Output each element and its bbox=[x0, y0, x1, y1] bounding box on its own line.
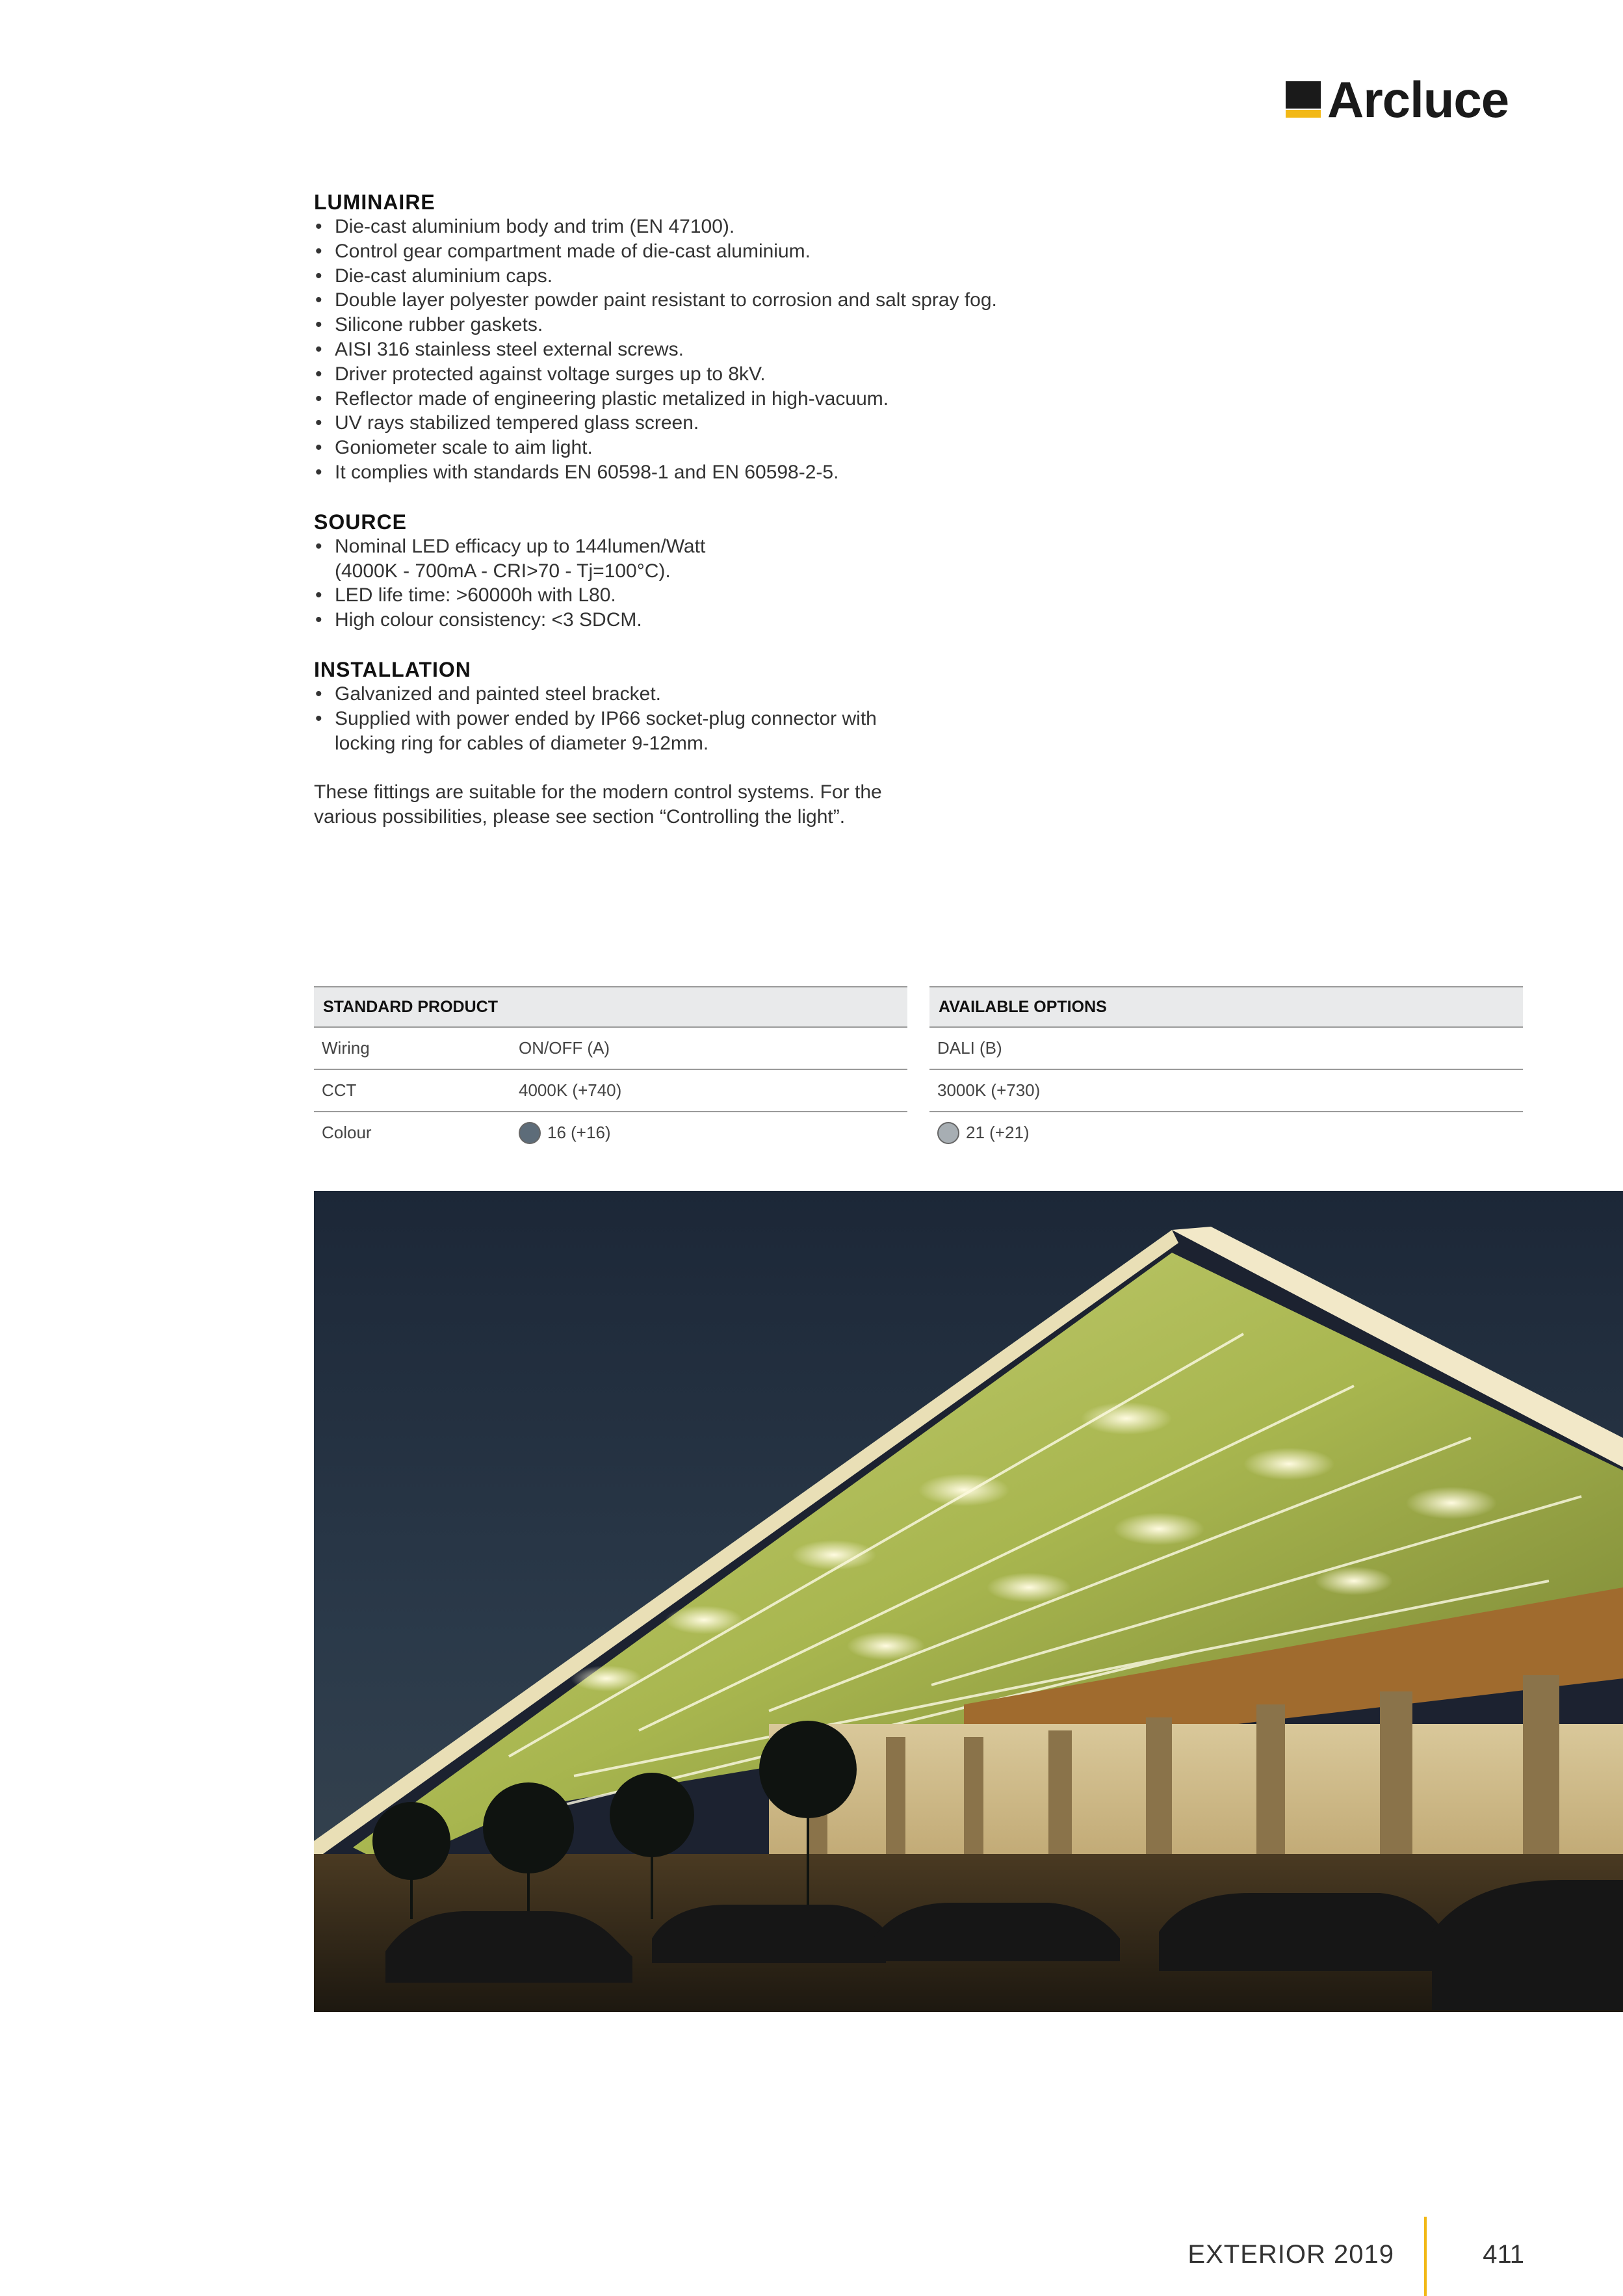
list-item: • Reflector made of engineering plastic metalized in high-vacuum. bbox=[314, 387, 1061, 411]
product-tables bbox=[314, 986, 1523, 1158]
list-item: • Galvanized and painted steel bracket. bbox=[314, 682, 1061, 707]
luminaire-list bbox=[314, 215, 1061, 485]
luminaire-title: LUMINAIRE bbox=[314, 190, 435, 214]
table-row bbox=[929, 1112, 1523, 1153]
list-item: • It complies with standards EN 60598-1 and EN 60598-2-5. bbox=[314, 460, 1061, 485]
list-item-line: Supplied with power ended by IP66 socket-plug connector with bbox=[335, 707, 877, 729]
table-row bbox=[929, 1070, 1523, 1112]
brand-logo bbox=[1286, 71, 1509, 128]
table-row bbox=[314, 1112, 907, 1153]
control-note bbox=[314, 780, 1061, 829]
list-item: • Goniometer scale to aim light. bbox=[314, 436, 1061, 460]
installation-list bbox=[314, 682, 1061, 755]
source-title: SOURCE bbox=[314, 510, 407, 534]
list-item-line: locking ring for cables of diameter 9-12mm. bbox=[335, 732, 709, 754]
row-value: 4000K (+740) bbox=[519, 1080, 622, 1100]
note-line: These fittings are suitable for the modern control systems. For the bbox=[314, 781, 882, 803]
list-item: • Double layer polyester powder paint resistant to corrosion and salt spray fog. bbox=[314, 288, 1061, 313]
table-row bbox=[929, 1028, 1523, 1070]
list-item: • Silicone rubber gaskets. bbox=[314, 313, 1061, 337]
footer-divider bbox=[1424, 2217, 1427, 2296]
installation-title: INSTALLATION bbox=[314, 657, 471, 681]
list-item: • AISI 316 stainless steel external screws. bbox=[314, 337, 1061, 362]
colour-code: 21 (+21) bbox=[966, 1123, 1030, 1142]
list-item: • UV rays stabilized tempered glass screen. bbox=[314, 411, 1061, 436]
list-item bbox=[314, 534, 1061, 584]
row-label: Colour bbox=[322, 1123, 372, 1142]
table-row bbox=[314, 1070, 907, 1112]
section-title: EXTERIOR 2019 bbox=[1188, 2240, 1394, 2269]
list-item: • High colour consistency: <3 SDCM. bbox=[314, 608, 1061, 633]
row-value: 3000K (+730) bbox=[937, 1080, 1041, 1100]
table-header: STANDARD PRODUCT bbox=[314, 986, 907, 1028]
list-item bbox=[314, 707, 1061, 756]
row-label: Wiring bbox=[322, 1038, 370, 1058]
page-footer bbox=[1188, 2217, 1524, 2296]
list-item: • LED life time: >60000h with L80. bbox=[314, 583, 1061, 608]
list-item-line: (4000K - 700mA - CRI>70 - Tj=100°C). bbox=[335, 560, 671, 582]
source-list bbox=[314, 534, 1061, 633]
brand-name: Arcluce bbox=[1327, 71, 1509, 128]
note-line: various possibilities, please see section “Controlling the light”. bbox=[314, 806, 846, 828]
colour-swatch-icon bbox=[937, 1122, 959, 1144]
row-value bbox=[929, 1112, 1030, 1153]
list-item: • Die-cast aluminium caps. bbox=[314, 264, 1061, 289]
colour-code: 16 (+16) bbox=[547, 1123, 611, 1142]
row-label: CCT bbox=[322, 1080, 357, 1100]
row-value: ON/OFF (A) bbox=[519, 1038, 610, 1058]
available-options-table bbox=[929, 986, 1523, 1153]
page-number: 411 bbox=[1483, 2240, 1524, 2269]
standard-product-table bbox=[314, 986, 907, 1153]
list-item: • Control gear compartment made of die-cast aluminium. bbox=[314, 239, 1061, 264]
row-value bbox=[519, 1112, 611, 1153]
list-item: • Die-cast aluminium body and trim (EN 47100). bbox=[314, 215, 1061, 239]
table-row bbox=[314, 1028, 907, 1070]
table-header: AVAILABLE OPTIONS bbox=[929, 986, 1523, 1028]
list-item-line: Nominal LED efficacy up to 144lumen/Watt bbox=[335, 535, 706, 557]
colour-swatch-icon bbox=[519, 1122, 541, 1144]
logo-mark-icon bbox=[1286, 81, 1321, 118]
installation-photo bbox=[314, 1191, 1623, 2012]
list-item: • Driver protected against voltage surges up to 8kV. bbox=[314, 362, 1061, 387]
spec-sections bbox=[314, 190, 1061, 829]
row-value: DALI (B) bbox=[937, 1038, 1002, 1058]
